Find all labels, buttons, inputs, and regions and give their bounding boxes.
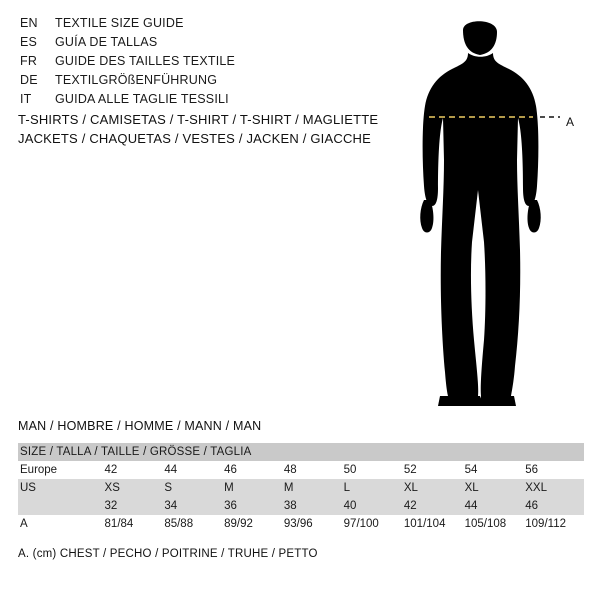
language-title: GUIDE DES TAILLES TEXTILE (55, 54, 236, 68)
language-title: GUÍA DE TALLAS (55, 35, 158, 49)
category-line-tshirts: T-SHIRTS / CAMISETAS / T-SHIRT / T-SHIRT / MAGLIETTE (18, 112, 379, 127)
language-code: IT (20, 92, 32, 106)
measure-label-a: A (566, 115, 575, 129)
language-code: ES (20, 35, 38, 49)
table-row (18, 479, 584, 497)
row-label (18, 497, 103, 515)
language-row (20, 35, 380, 54)
cell: XL (463, 479, 524, 497)
cell: 46 (523, 497, 584, 515)
language-row (20, 16, 380, 35)
cell: 34 (162, 497, 222, 515)
table-row (18, 497, 584, 515)
language-row (20, 73, 380, 92)
cell: M (222, 479, 282, 497)
language-header-block (20, 16, 380, 111)
cell: L (342, 479, 402, 497)
language-title: TEXTILGRÖßENFÜHRUNG (55, 73, 218, 87)
cell: 101/104 (402, 515, 463, 533)
cell: S (162, 479, 222, 497)
cell: 38 (282, 497, 342, 515)
cell: XL (402, 479, 463, 497)
size-table (18, 443, 584, 533)
table-row (18, 461, 584, 479)
cell: 56 (523, 461, 584, 479)
cell: 48 (282, 461, 342, 479)
category-block (18, 110, 418, 148)
cell: 105/108 (463, 515, 524, 533)
cell: 36 (222, 497, 282, 515)
cell: 54 (463, 461, 524, 479)
cell: 81/84 (103, 515, 163, 533)
cell: 42 (103, 461, 163, 479)
table-header-label: SIZE / TALLA / TAILLE / GRÖSSE / TAGLIA (20, 446, 252, 458)
language-row (20, 92, 380, 111)
cell: 42 (402, 497, 463, 515)
cell: 109/112 (523, 515, 584, 533)
cell: 46 (222, 461, 282, 479)
language-code: EN (20, 16, 38, 30)
cell: 50 (342, 461, 402, 479)
category-line-jackets: JACKETS / CHAQUETAS / VESTES / JACKEN / GIACCHE (18, 131, 372, 146)
gender-title: MAN / HOMBRE / HOMME / MANN / MAN (18, 419, 262, 433)
figure-illustration (400, 10, 600, 410)
cell: M (282, 479, 342, 497)
cell: XXL (523, 479, 584, 497)
footnote-chest-measure: A. (cm) CHEST / PECHO / POITRINE / TRUHE / PETTO (18, 548, 318, 560)
cell: 85/88 (162, 515, 222, 533)
cell: 44 (463, 497, 524, 515)
row-label: Europe (18, 461, 103, 479)
table-header-row (18, 443, 584, 461)
cell: 32 (103, 497, 163, 515)
cell: 52 (402, 461, 463, 479)
cell: 89/92 (222, 515, 282, 533)
cell: XS (103, 479, 163, 497)
male-silhouette-icon (400, 10, 600, 410)
cell: 44 (162, 461, 222, 479)
row-label: A (18, 515, 103, 533)
cell: 97/100 (342, 515, 402, 533)
language-code: FR (20, 54, 38, 68)
row-label: US (18, 479, 103, 497)
table-row (18, 515, 584, 533)
language-title: GUIDA ALLE TAGLIE TESSILI (55, 92, 229, 106)
language-title: TEXTILE SIZE GUIDE (55, 16, 184, 30)
language-row (20, 54, 380, 73)
cell: 93/96 (282, 515, 342, 533)
language-code: DE (20, 73, 38, 87)
cell: 40 (342, 497, 402, 515)
